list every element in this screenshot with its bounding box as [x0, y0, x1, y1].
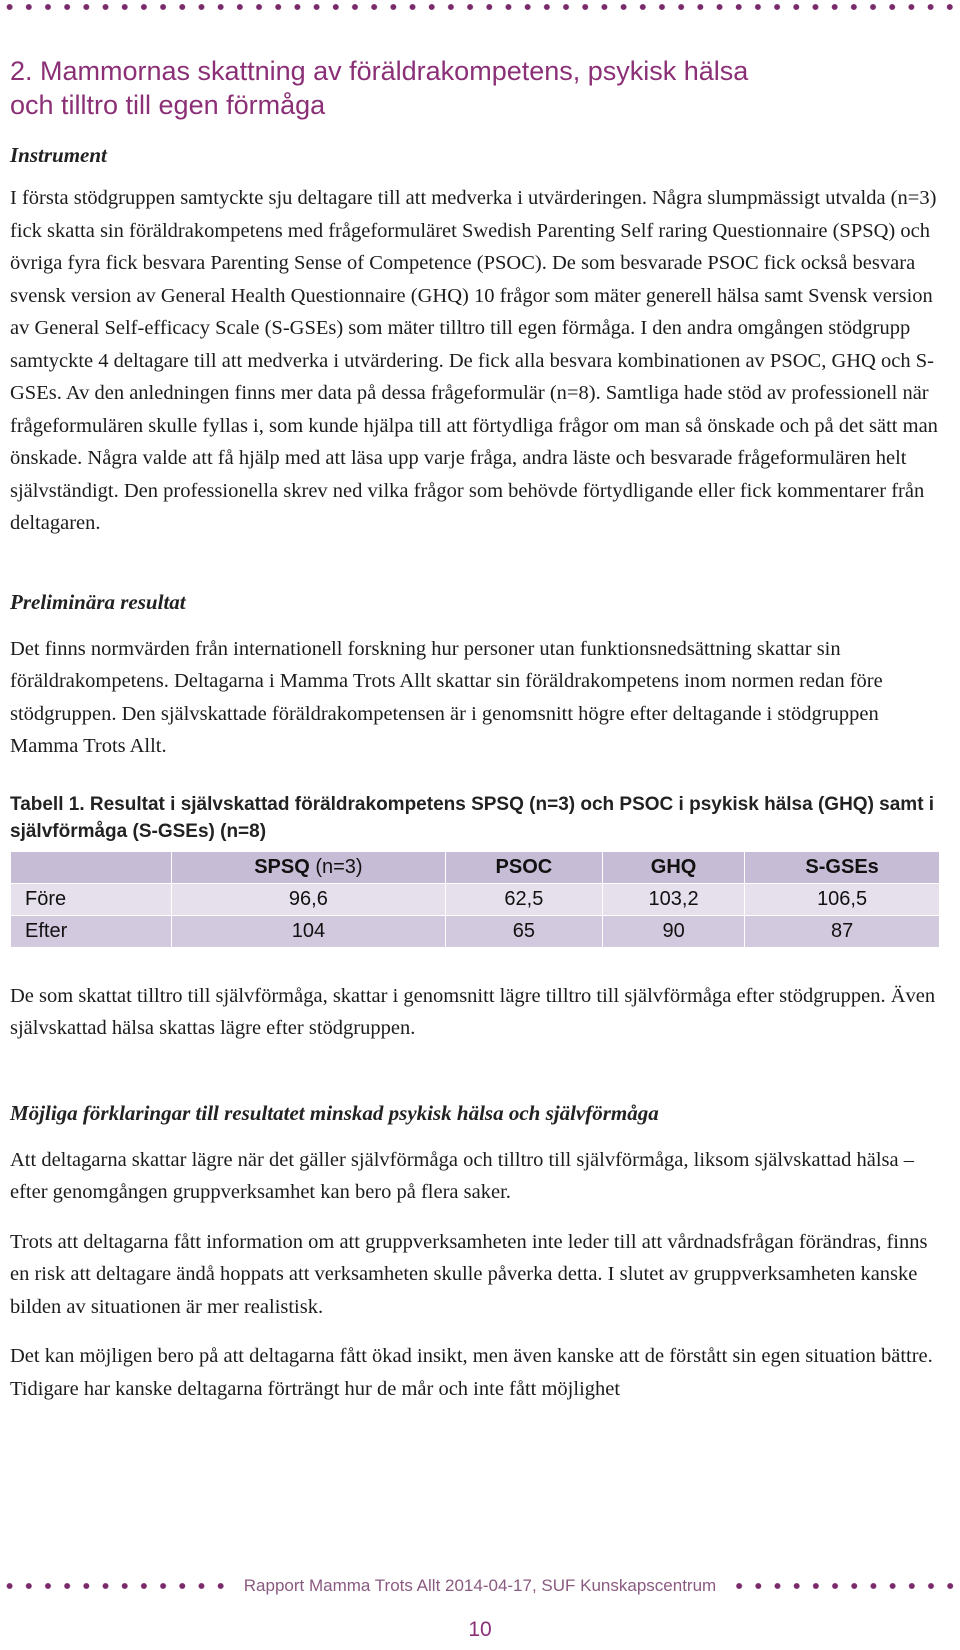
section-title-line2: och tilltro till egen förmåga: [10, 90, 326, 120]
page-number: 10: [468, 1618, 492, 1641]
table-header-empty: [11, 851, 172, 883]
instrument-heading: Instrument: [10, 143, 107, 167]
table-cell: 90: [602, 915, 744, 947]
table-cell: 87: [745, 915, 940, 947]
top-dot-border: [0, 0, 960, 14]
table-header-ghq: GHQ: [602, 851, 744, 883]
table-row: [11, 883, 940, 915]
preliminary-paragraph: Det finns normvärden från internationell forskning hur personer utan funktionsnedsättning skattar sin föräldrakompetens. Deltagarna i Mamma Trots Allt skattar sin föräldrakompetens inom normen redan före stödgruppen. Den självskattade föräldrakompetensen är i genomsnitt högre efter deltagande i stödgruppen Mamma Trots Allt.: [10, 637, 883, 757]
table-header-row: [11, 851, 940, 883]
table-header-sgses: S-GSEs: [745, 851, 940, 883]
table-header-psoc: PSOC: [445, 851, 602, 883]
row-label-efter: Efter: [11, 915, 172, 947]
section-title-line1: 2. Mammornas skattning av föräldrakompetens, psykisk hälsa: [10, 56, 749, 86]
table-cell: 104: [172, 915, 446, 947]
table-caption-line1: Tabell 1. Resultat i självskattad föräldrakompetens SPSQ (n=3) och PSOC i psykisk hälsa (GHQ) samt i: [10, 793, 935, 815]
table-caption-line2: självförmåga (S-GSEs) (n=8): [10, 820, 267, 842]
footer-text: Rapport Mamma Trots Allt 2014-04-17, SUF Kunskapscentrum: [243, 1576, 717, 1595]
after-table-paragraph: De som skattat tilltro till självförmåga, skattar i genomsnitt lägre tilltro till självförmåga efter stödgruppen. Även självskattad hälsa skattas lägre efter stödgruppen.: [10, 984, 936, 1039]
explanations-heading: Möjliga förklaringar till resultatet minskad psykisk hälsa och självförmåga: [10, 1100, 659, 1125]
table-cell: 96,6: [172, 883, 446, 915]
footer-dots-left: [0, 1579, 236, 1593]
results-table: [10, 851, 940, 948]
footer: [0, 1574, 960, 1598]
row-label-fore: Före: [11, 883, 172, 915]
table-header-spsq: SPSQ (n=3): [172, 851, 446, 883]
table-cell: 65: [445, 915, 602, 947]
explanations-paragraph-2: Trots att deltagarna fått information om att gruppverksamheten inte leder till att vårdnadsfrågan förändras, finns en risk att deltagare ändå hoppats att verksamheten skulle påverka detta. I slutet av gruppverksamheten kanske bilden av situationen är mer realistisk.: [10, 1230, 928, 1318]
footer-dots-right: [724, 1579, 960, 1593]
section-title: [10, 54, 945, 122]
instrument-paragraph: I första stödgruppen samtyckte sju deltagare till att medverka i utvärderingen. Några slumpmässigt utvalda (n=3) fick skatta sin föräldrakompetens med frågeformuläret Swedish Parenting Self raring Questionnaire (SPSQ) och övriga fyra fick besvara Parenting Sense of Competence (PSOC). De som besvarade PSOC fick också besvara svensk version av General Health Questionnaire (GHQ) 10 frågor som mäter generell hälsa samt Svensk version av General Self-efficacy Scale (S-GSEs) som mäter tilltro till egen förmåga. I den andra omgången stödgrupp samtyckte 4 deltagare till att medverka i utvärdering. De fick alla besvara kombinationen av PSOC, GHQ och S-GSEs. Av den anledningen finns mer data på dessa frågeformulär (n=8). Samtliga hade stöd av professionell när frågeformulären skulle fyllas i, som kunde hjälpa till att förtydliga frågor om man så önskade och på det sätt man önskade. Några valde att få hjälp med att läsa upp varje fråga, andra läste och besvarade frågeformulären helt självständigt. Den professionella skrev ned vilka frågor som behövde förtydligande eller fick kommentarer från deltagaren.: [10, 187, 938, 534]
explanations-paragraph-1: Att deltagarna skattar lägre när det gäller självförmåga och tilltro till självförmåga, liksom självskattad hälsa – efter genomgången gruppverksamhet kan bero på flera saker.: [10, 1148, 914, 1203]
results-table-caption: [10, 791, 945, 845]
table-cell: 103,2: [602, 883, 744, 915]
preliminary-heading: Preliminära resultat: [10, 589, 186, 614]
table-cell: 106,5: [745, 883, 940, 915]
page-content: [10, 54, 945, 1405]
explanations-paragraph-3: Det kan möjligen bero på att deltagarna fått ökad insikt, men även kanske att de förstått sin egen situation bättre. Tidigare har kanske deltagarna förträngt hur de mår och inte fått möjlighet: [10, 1345, 933, 1400]
table-cell: 62,5: [445, 883, 602, 915]
table-row: [11, 915, 940, 947]
